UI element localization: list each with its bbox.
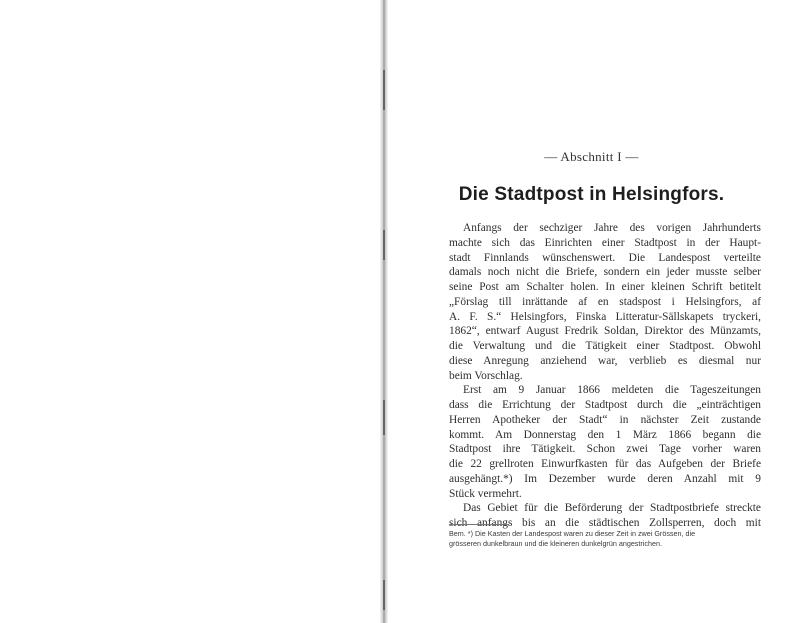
body-line: „Förslag till inrättande af en stadspost i Helsingfors, af (449, 295, 761, 308)
footnote (449, 529, 761, 549)
body-line: dass die Errichtung der Stadtpost durch die „einträchtigen (449, 399, 761, 411)
footnote-rule (449, 524, 509, 525)
body-line: damals noch nicht die Briefe, sondern ein jeder musste selber (449, 266, 761, 279)
binding-stitch (383, 230, 385, 260)
body-line: A. F. S.“ Helsingfors, Finska Litteratur-Sällskapets tryckeri, (449, 310, 761, 323)
body-line: Das Gebiet für die Beförderung der Stadtpostbriefe streckte (463, 502, 761, 515)
body-line: ausgehängt.*) Im Dezember wurde deren Anzahl mit 9 (449, 472, 761, 485)
binding-stitch (383, 70, 385, 110)
body-line: Erst am 9 Januar 1866 meldeten die Tageszeitungen (463, 384, 761, 397)
body-line: kommt. Am Donnerstag den 1 März 1866 begann die (449, 428, 761, 441)
body-line: seine Post am Schalter holen. In einer kleinen Schrift betitelt (449, 281, 761, 293)
section-heading: — Abschnitt I — (544, 149, 639, 164)
binding-stitch (383, 400, 385, 435)
footnote-line: grösseren dunkelbraun und die kleineren dunkelgrün angestrichen. (449, 539, 662, 548)
page-title: Die Stadtpost in Helsingfors. (458, 184, 725, 205)
left-page-blank (0, 0, 380, 623)
footnote-line: Bem. *) Die Kasten der Landespost waren zu dieser Zeit in zwei Grössen, die (449, 529, 696, 538)
body-line: Stück vermehrt. (449, 487, 522, 500)
body-line: sich anfangs bis an die städtischen Zollsperren, doch mit (449, 517, 761, 529)
right-page (388, 0, 795, 623)
body-line: Herren Apotheker der Stadt“ in nächster Zeit zustande (449, 413, 761, 426)
body-line: beim Vorschlag. (449, 369, 523, 382)
body-line: Anfangs der sechziger Jahre des vorigen Jahrhunderts (463, 222, 761, 234)
binding-stitch (383, 580, 385, 610)
body-line: machte sich das Einrichten einer Stadtpost in der Haupt- (449, 236, 761, 249)
body-line: die Verwaltung und die Tätigkeit einer Stadtpost. Obwohl (449, 340, 761, 352)
body-line: 1862“, entwarf August Fredrik Soldan, Direktor des Münzamts, (449, 325, 761, 338)
body-line: diese Anregung anziehend war, verblieb es diesmal nur (449, 354, 761, 367)
body-line: Stadtpost ihre Tätigkeit. Schon zwei Tage vorher waren (449, 443, 761, 456)
body-text (449, 221, 761, 531)
body-line: stadt Finnlands wünschenswert. Die Landespost verteilte (449, 251, 761, 264)
book-gutter (380, 0, 388, 623)
body-line: die 22 grellroten Einwurfkasten für das Aufgeben der Briefe (449, 458, 761, 470)
